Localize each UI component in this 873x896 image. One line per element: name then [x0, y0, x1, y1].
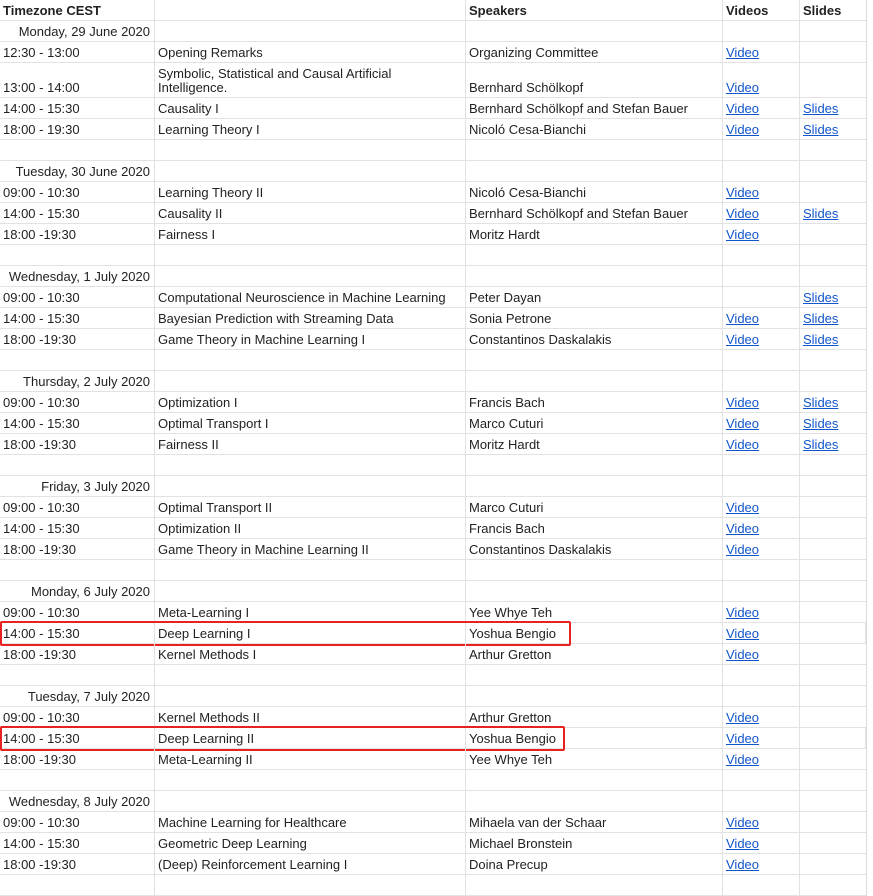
empty-cell: [800, 581, 866, 601]
session-speaker: Moritz Hardt: [466, 434, 723, 454]
video-link[interactable]: Video: [726, 815, 760, 830]
empty-cell: [466, 371, 723, 391]
session-speaker: Nicoló Cesa-Bianchi: [466, 182, 723, 202]
empty-cell: [466, 140, 723, 160]
empty-cell: [723, 266, 800, 286]
video-cell: [723, 854, 800, 874]
video-link[interactable]: Video: [726, 311, 760, 326]
video-cell: [723, 602, 800, 622]
empty-cell: [466, 665, 723, 685]
empty-cell: [723, 770, 800, 790]
empty-cell: [723, 665, 800, 685]
session-time: 14:00 - 15:30: [0, 833, 155, 853]
empty-cell: [723, 476, 800, 496]
empty-cell: [800, 371, 866, 391]
empty-cell: [800, 455, 866, 475]
session-title: Geometric Deep Learning: [155, 833, 466, 853]
empty-cell: [800, 350, 866, 370]
video-link[interactable]: Video: [726, 542, 760, 557]
session-speaker: Peter Dayan: [466, 287, 723, 307]
slides-cell: [800, 413, 866, 433]
video-cell: [723, 644, 800, 664]
session-row: [0, 287, 866, 308]
session-row: [0, 308, 866, 329]
session-row: [0, 119, 866, 140]
video-link[interactable]: Video: [726, 605, 760, 620]
video-link[interactable]: Video: [726, 836, 760, 851]
slides-cell: [800, 42, 866, 62]
video-cell: [723, 518, 800, 538]
empty-cell: [723, 350, 800, 370]
session-row: [0, 707, 866, 728]
empty-cell: [155, 266, 466, 286]
slides-cell: [800, 707, 866, 727]
session-time: 09:00 - 10:30: [0, 707, 155, 727]
video-link[interactable]: Video: [726, 521, 760, 536]
session-title: Bayesian Prediction with Streaming Data: [155, 308, 466, 328]
date-row: [0, 161, 866, 182]
session-row: [0, 413, 866, 434]
header-slides: Slides: [803, 3, 842, 18]
session-title: Causality II: [155, 203, 466, 223]
empty-cell: [800, 161, 866, 181]
session-speaker: Yee Whye Teh: [466, 749, 723, 769]
video-cell: [723, 434, 800, 454]
video-cell: [723, 812, 800, 832]
day-date: Monday, 29 June 2020: [0, 21, 155, 41]
slides-cell: [800, 434, 866, 454]
session-time: 14:00 - 15:30: [0, 98, 155, 118]
session-speaker: Constantinos Daskalakis: [466, 539, 723, 559]
slides-link[interactable]: Slides: [803, 206, 839, 221]
video-link[interactable]: Video: [726, 227, 760, 242]
session-row: [0, 518, 866, 539]
slides-link[interactable]: Slides: [803, 290, 839, 305]
video-cell: [723, 119, 800, 139]
video-cell: [723, 392, 800, 412]
slides-cell: [800, 749, 866, 769]
session-row: [0, 224, 866, 245]
empty-cell: [723, 581, 800, 601]
video-cell: [723, 497, 800, 517]
session-time: 14:00 - 15:30: [0, 728, 155, 748]
spacer-row: [0, 560, 866, 581]
slides-cell: [800, 833, 866, 853]
header-videos: Videos: [723, 0, 800, 20]
session-speaker: Marco Cuturi: [466, 497, 723, 517]
video-link[interactable]: Video: [726, 500, 760, 515]
empty-cell: [466, 770, 723, 790]
session-speaker: Francis Bach: [466, 518, 723, 538]
empty-cell: [155, 686, 466, 706]
session-title: Fairness I: [155, 224, 466, 244]
empty-cell: [466, 560, 723, 580]
empty-cell: [0, 560, 155, 580]
session-time: 14:00 - 15:30: [0, 623, 155, 643]
spacer-row: [0, 140, 866, 161]
session-row: [0, 854, 866, 875]
session-speaker: Yoshua Bengio: [466, 623, 723, 643]
session-title: Learning Theory I: [155, 119, 466, 139]
session-title: Game Theory in Machine Learning I: [155, 329, 466, 349]
session-speaker: Yoshua Bengio: [466, 728, 723, 748]
slides-cell: [800, 182, 866, 202]
session-title: Meta-Learning II: [155, 749, 466, 769]
session-title: Optimization I: [155, 392, 466, 412]
session-time: 18:00 - 19:30: [0, 119, 155, 139]
slides-link[interactable]: Slides: [803, 332, 839, 347]
session-title: Meta-Learning I: [155, 602, 466, 622]
empty-cell: [800, 875, 866, 895]
video-cell: [723, 63, 800, 97]
date-row: [0, 791, 866, 812]
session-row: [0, 98, 866, 119]
video-link[interactable]: Video: [726, 122, 760, 137]
slides-cell: [800, 287, 866, 307]
session-title: Deep Learning II: [155, 728, 466, 748]
session-speaker: Doina Precup: [466, 854, 723, 874]
slides-cell: [800, 854, 866, 874]
session-time: 18:00 -19:30: [0, 854, 155, 874]
session-title: Fairness II: [155, 434, 466, 454]
session-row: [0, 749, 866, 770]
empty-cell: [155, 875, 466, 895]
session-speaker: Francis Bach: [466, 392, 723, 412]
session-speaker: Moritz Hardt: [466, 224, 723, 244]
header-title: [155, 0, 466, 20]
empty-cell: [723, 140, 800, 160]
empty-cell: [800, 791, 866, 811]
video-cell: [723, 413, 800, 433]
session-speaker: Yee Whye Teh: [466, 602, 723, 622]
empty-cell: [155, 665, 466, 685]
session-row: [0, 42, 866, 63]
empty-cell: [0, 350, 155, 370]
video-link[interactable]: Video: [726, 80, 760, 95]
empty-cell: [155, 161, 466, 181]
slides-cell: [800, 329, 866, 349]
day-date: Monday, 6 July 2020: [0, 581, 155, 601]
empty-cell: [466, 21, 723, 41]
session-row: [0, 203, 866, 224]
session-speaker: Marco Cuturi: [466, 413, 723, 433]
date-row: [0, 476, 866, 497]
session-title: Opening Remarks: [155, 42, 466, 62]
session-time: 14:00 - 15:30: [0, 203, 155, 223]
session-title: Symbolic, Statistical and Causal Artificial Intelligence.: [155, 63, 466, 97]
session-time: 18:00 -19:30: [0, 539, 155, 559]
slides-cell: [800, 812, 866, 832]
video-link[interactable]: Video: [726, 731, 760, 746]
empty-cell: [155, 476, 466, 496]
empty-cell: [800, 266, 866, 286]
session-row: [0, 602, 866, 623]
video-link[interactable]: Video: [726, 185, 760, 200]
session-speaker: Arthur Gretton: [466, 707, 723, 727]
empty-cell: [0, 140, 155, 160]
session-row: [0, 182, 866, 203]
session-title: Learning Theory II: [155, 182, 466, 202]
session-row: [0, 833, 866, 854]
session-speaker: Michael Bronstein: [466, 833, 723, 853]
session-row: [0, 434, 866, 455]
day-date: Friday, 3 July 2020: [0, 476, 155, 496]
session-time: 09:00 - 10:30: [0, 497, 155, 517]
empty-cell: [800, 140, 866, 160]
session-row: [0, 812, 866, 833]
empty-cell: [155, 245, 466, 265]
session-time: 14:00 - 15:30: [0, 308, 155, 328]
session-row: [0, 392, 866, 413]
slides-cell: [800, 539, 866, 559]
empty-cell: [723, 245, 800, 265]
session-speaker: Nicoló Cesa-Bianchi: [466, 119, 723, 139]
session-time: 14:00 - 15:30: [0, 518, 155, 538]
slides-cell: [800, 63, 866, 97]
session-title: Optimal Transport I: [155, 413, 466, 433]
slides-link[interactable]: Slides: [803, 395, 839, 410]
slides-cell: [800, 224, 866, 244]
session-row: [0, 63, 866, 98]
session-time: 09:00 - 10:30: [0, 392, 155, 412]
session-time: 18:00 -19:30: [0, 224, 155, 244]
empty-cell: [0, 770, 155, 790]
session-speaker: Mihaela van der Schaar: [466, 812, 723, 832]
video-cell: [723, 707, 800, 727]
date-row: [0, 371, 866, 392]
session-title: Kernel Methods II: [155, 707, 466, 727]
empty-cell: [723, 686, 800, 706]
session-time: 18:00 -19:30: [0, 644, 155, 664]
video-link[interactable]: Video: [726, 395, 760, 410]
slides-cell: [800, 623, 866, 643]
empty-cell: [466, 791, 723, 811]
day-date: Wednesday, 8 July 2020: [0, 791, 155, 811]
session-time: 09:00 - 10:30: [0, 602, 155, 622]
session-time: 14:00 - 15:30: [0, 413, 155, 433]
day-date: Wednesday, 1 July 2020: [0, 266, 155, 286]
slides-cell: [800, 644, 866, 664]
slides-cell: [800, 602, 866, 622]
empty-cell: [466, 875, 723, 895]
slides-cell: [800, 119, 866, 139]
empty-cell: [466, 686, 723, 706]
session-speaker: Bernhard Schölkopf: [466, 63, 723, 97]
session-time: 18:00 -19:30: [0, 434, 155, 454]
empty-cell: [800, 21, 866, 41]
session-time: 12:30 - 13:00: [0, 42, 155, 62]
slides-cell: [800, 497, 866, 517]
session-speaker: Sonia Petrone: [466, 308, 723, 328]
empty-cell: [723, 560, 800, 580]
date-row: [0, 686, 866, 707]
video-link[interactable]: Video: [726, 101, 760, 116]
video-cell: [723, 203, 800, 223]
session-row: [0, 539, 866, 560]
video-link[interactable]: Video: [726, 710, 760, 725]
video-link[interactable]: Video: [726, 752, 760, 767]
header-row: [0, 0, 866, 21]
empty-cell: [466, 350, 723, 370]
empty-cell: [800, 560, 866, 580]
session-speaker: Organizing Committee: [466, 42, 723, 62]
spacer-row: [0, 665, 866, 686]
video-link[interactable]: Video: [726, 857, 760, 872]
video-cell: [723, 749, 800, 769]
session-time: 09:00 - 10:30: [0, 182, 155, 202]
session-title: Deep Learning I: [155, 623, 466, 643]
empty-cell: [155, 140, 466, 160]
video-link[interactable]: Video: [726, 437, 760, 452]
slides-link[interactable]: Slides: [803, 311, 839, 326]
session-title: Optimization II: [155, 518, 466, 538]
schedule-body: [0, 21, 866, 896]
empty-cell: [466, 476, 723, 496]
video-cell: [723, 728, 800, 748]
empty-cell: [800, 686, 866, 706]
video-cell: [723, 833, 800, 853]
session-title: (Deep) Reinforcement Learning I: [155, 854, 466, 874]
empty-cell: [723, 455, 800, 475]
day-date: Tuesday, 7 July 2020: [0, 686, 155, 706]
session-title: Causality I: [155, 98, 466, 118]
video-cell: [723, 98, 800, 118]
session-title: Computational Neuroscience in Machine Learning: [155, 287, 466, 307]
empty-cell: [723, 21, 800, 41]
video-link[interactable]: Video: [726, 332, 760, 347]
empty-cell: [723, 161, 800, 181]
session-title: Optimal Transport II: [155, 497, 466, 517]
spacer-row: [0, 875, 866, 896]
header-timezone: Timezone CEST: [0, 0, 155, 20]
slides-cell: [800, 98, 866, 118]
video-link[interactable]: Video: [726, 206, 760, 221]
session-time: 09:00 - 10:30: [0, 812, 155, 832]
slides-cell: [800, 518, 866, 538]
empty-cell: [723, 791, 800, 811]
video-link[interactable]: Video: [726, 416, 760, 431]
empty-cell: [155, 371, 466, 391]
empty-cell: [155, 770, 466, 790]
spacer-row: [0, 350, 866, 371]
session-speaker: Bernhard Schölkopf and Stefan Bauer: [466, 203, 723, 223]
session-time: 09:00 - 10:30: [0, 287, 155, 307]
empty-cell: [155, 350, 466, 370]
empty-cell: [466, 161, 723, 181]
empty-cell: [466, 581, 723, 601]
empty-cell: [466, 455, 723, 475]
video-cell: [723, 623, 800, 643]
slides-cell: [800, 728, 866, 748]
empty-cell: [155, 791, 466, 811]
session-row: [0, 644, 866, 665]
session-speaker: Bernhard Schölkopf and Stefan Bauer: [466, 98, 723, 118]
slides-link[interactable]: Slides: [803, 122, 839, 137]
session-row: [0, 329, 866, 350]
date-row: [0, 21, 866, 42]
spacer-row: [0, 770, 866, 791]
empty-cell: [800, 665, 866, 685]
video-cell: [723, 539, 800, 559]
session-time: 18:00 -19:30: [0, 329, 155, 349]
empty-cell: [155, 455, 466, 475]
video-cell: [723, 287, 800, 307]
session-speaker: Constantinos Daskalakis: [466, 329, 723, 349]
empty-cell: [800, 770, 866, 790]
empty-cell: [466, 245, 723, 265]
slides-link[interactable]: Slides: [803, 101, 839, 116]
empty-cell: [466, 266, 723, 286]
video-link[interactable]: Video: [726, 45, 760, 60]
session-time: 18:00 -19:30: [0, 749, 155, 769]
date-row: [0, 266, 866, 287]
day-date: Thursday, 2 July 2020: [0, 371, 155, 391]
slides-cell: [800, 203, 866, 223]
session-row: [0, 728, 866, 749]
session-title: Machine Learning for Healthcare: [155, 812, 466, 832]
day-date: Tuesday, 30 June 2020: [0, 161, 155, 181]
video-cell: [723, 182, 800, 202]
session-title: Game Theory in Machine Learning II: [155, 539, 466, 559]
empty-cell: [800, 476, 866, 496]
slides-cell: [800, 308, 866, 328]
empty-cell: [155, 21, 466, 41]
empty-cell: [155, 560, 466, 580]
date-row: [0, 581, 866, 602]
empty-cell: [0, 665, 155, 685]
session-title: Kernel Methods I: [155, 644, 466, 664]
video-cell: [723, 329, 800, 349]
empty-cell: [0, 455, 155, 475]
session-row: [0, 623, 866, 644]
video-cell: [723, 42, 800, 62]
slides-cell: [800, 392, 866, 412]
video-link[interactable]: Video: [726, 647, 760, 662]
video-cell: [723, 224, 800, 244]
empty-cell: [723, 875, 800, 895]
empty-cell: [0, 875, 155, 895]
empty-cell: [155, 581, 466, 601]
slides-link[interactable]: Slides: [803, 437, 839, 452]
video-link[interactable]: Video: [726, 626, 760, 641]
session-speaker: Arthur Gretton: [466, 644, 723, 664]
header-speakers: Speakers: [466, 0, 723, 20]
slides-link[interactable]: Slides: [803, 416, 839, 431]
empty-cell: [723, 371, 800, 391]
session-row: [0, 497, 866, 518]
spacer-row: [0, 455, 866, 476]
session-time: 13:00 - 14:00: [0, 63, 155, 97]
video-cell: [723, 308, 800, 328]
empty-cell: [0, 245, 155, 265]
spacer-row: [0, 245, 866, 266]
empty-cell: [800, 245, 866, 265]
